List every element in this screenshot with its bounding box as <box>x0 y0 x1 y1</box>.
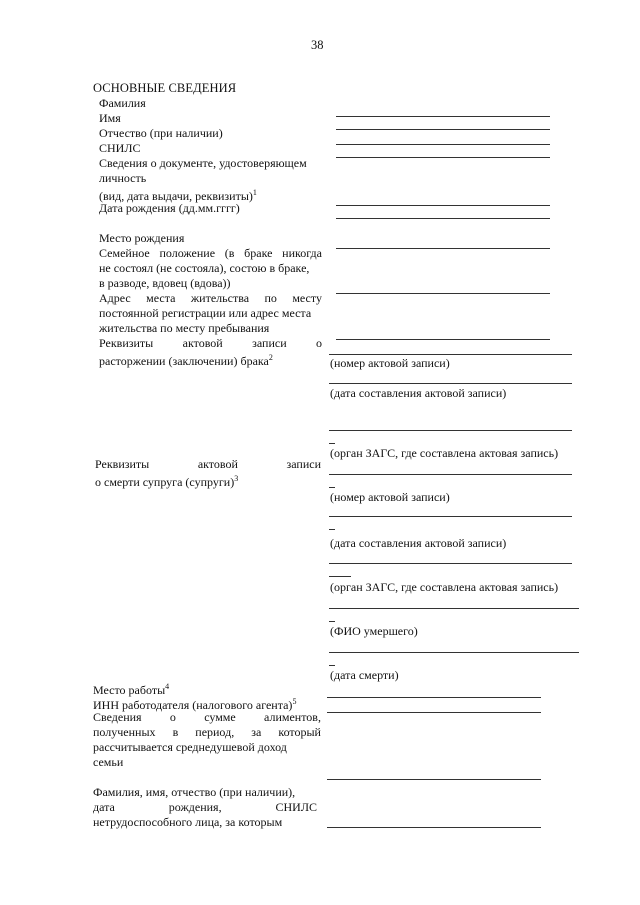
footnote-mark-5: 5 <box>292 697 297 706</box>
label-work-place: Место работы$^4$ <box>93 682 170 697</box>
entry-line-address[interactable] <box>336 339 550 340</box>
entry-line-death-zags-tail <box>329 576 351 577</box>
hint-deceased-name: (ФИО умершего) <box>330 624 418 638</box>
entry-line-death-record-no[interactable] <box>329 474 572 475</box>
hint-divorce-zags: (орган ЗАГС, где составлена актовая запись) <box>330 446 559 460</box>
entry-line-patronymic[interactable] <box>336 144 550 145</box>
label-address-3: жительства по месту пребывания <box>99 321 270 335</box>
entry-line-alimony[interactable] <box>327 779 541 780</box>
label-inn: ИНН работодателя (налогового агента)$^5$ <box>93 697 297 712</box>
entry-line-deceased-name[interactable] <box>329 608 579 609</box>
label-alimony-1: Сведения о сумме алиментов, <box>93 710 321 724</box>
label-family-1: Семейное положение (в браке никогда <box>99 246 322 260</box>
entry-line-name[interactable] <box>336 129 550 130</box>
label-address-1: Адрес места жительства по месту <box>99 291 322 305</box>
entry-line-deceased-name-tail <box>329 621 335 622</box>
hint-death-record-date: (дата составления актовой записи) <box>330 536 507 550</box>
label-death-1: Реквизиты актовой записи <box>95 457 321 471</box>
footnote-mark-3: 3 <box>234 474 239 483</box>
label-alimony-2: полученных в период, за который <box>93 725 321 739</box>
footnote-mark-4: 4 <box>165 682 170 691</box>
label-birth-date: Дата рождения (дд.мм.гггг) <box>99 201 240 215</box>
label-death-2: о смерти супруга (супруги)$^3$ <box>95 474 239 489</box>
entry-line-divorce-record-no[interactable] <box>329 354 572 355</box>
entry-line-dependent[interactable] <box>327 827 541 828</box>
hint-divorce-record-date: (дата составления актовой записи) <box>330 386 507 400</box>
entry-line-surname[interactable] <box>336 116 550 117</box>
entry-line-work-place[interactable] <box>327 697 541 698</box>
label-snils: СНИЛС <box>99 141 141 155</box>
hint-death-date: (дата смерти) <box>330 668 399 682</box>
label-patronymic: Отчество (при наличии) <box>99 126 223 140</box>
label-divorce-2: расторжении (заключении) брака$^2$ <box>99 353 273 368</box>
entry-line-death-record-date[interactable] <box>329 516 572 517</box>
entry-line-id-doc[interactable] <box>336 205 550 206</box>
entry-line-death-record-date-tail <box>329 529 335 530</box>
entry-line-death-record-no-tail <box>329 487 335 488</box>
entry-line-snils[interactable] <box>336 157 550 158</box>
entry-line-death-date-tail <box>329 665 335 666</box>
entry-line-birth-date[interactable] <box>336 218 550 219</box>
entry-line-death-date[interactable] <box>329 652 579 653</box>
label-dependent-2: дата рождения, СНИЛС <box>93 800 317 814</box>
entry-line-divorce-record-date[interactable] <box>329 383 572 384</box>
label-family-2: не состоял (не состояла), состою в браке, <box>99 261 310 275</box>
page-number: 38 <box>311 38 324 52</box>
label-dependent-3: нетрудоспособного лица, за которым <box>93 815 283 829</box>
entry-line-divorce-zags[interactable] <box>329 430 572 431</box>
entry-line-death-zags[interactable] <box>329 563 572 564</box>
label-surname: Фамилия <box>99 96 146 110</box>
section-title: ОСНОВНЫЕ СВЕДЕНИЯ <box>93 81 237 95</box>
label-divorce-1: Реквизиты актовой записи о <box>99 336 322 350</box>
label-id-doc-2: личность <box>99 171 147 185</box>
label-birth-place: Место рождения <box>99 231 185 245</box>
entry-line-inn[interactable] <box>327 712 541 713</box>
label-name: Имя <box>99 111 121 125</box>
footnote-mark-2: 2 <box>268 353 273 362</box>
label-alimony-3: рассчитывается среднедушевой доход <box>93 740 287 754</box>
entry-line-birth-place[interactable] <box>336 248 550 249</box>
hint-death-record-no: (номер актовой записи) <box>330 490 450 504</box>
entry-line-divorce-zags-tail <box>329 443 335 444</box>
label-family-3: в разводе, вдовец (вдова)) <box>99 276 231 290</box>
label-dependent-1: Фамилия, имя, отчество (при наличии), <box>93 785 296 799</box>
entry-line-family-status[interactable] <box>336 293 550 294</box>
hint-divorce-record-no: (номер актовой записи) <box>330 356 450 370</box>
label-address-2: постоянной регистрации или адрес места <box>99 306 312 320</box>
label-id-doc-3: (вид, дата выдачи, реквизиты)$^1$ <box>99 188 257 203</box>
footnote-mark-1: 1 <box>252 188 257 197</box>
label-alimony-4: семьи <box>93 755 124 769</box>
hint-death-zags: (орган ЗАГС, где составлена актовая запись) <box>330 580 559 594</box>
label-id-doc-1: Сведения о документе, удостоверяющем <box>99 156 307 170</box>
